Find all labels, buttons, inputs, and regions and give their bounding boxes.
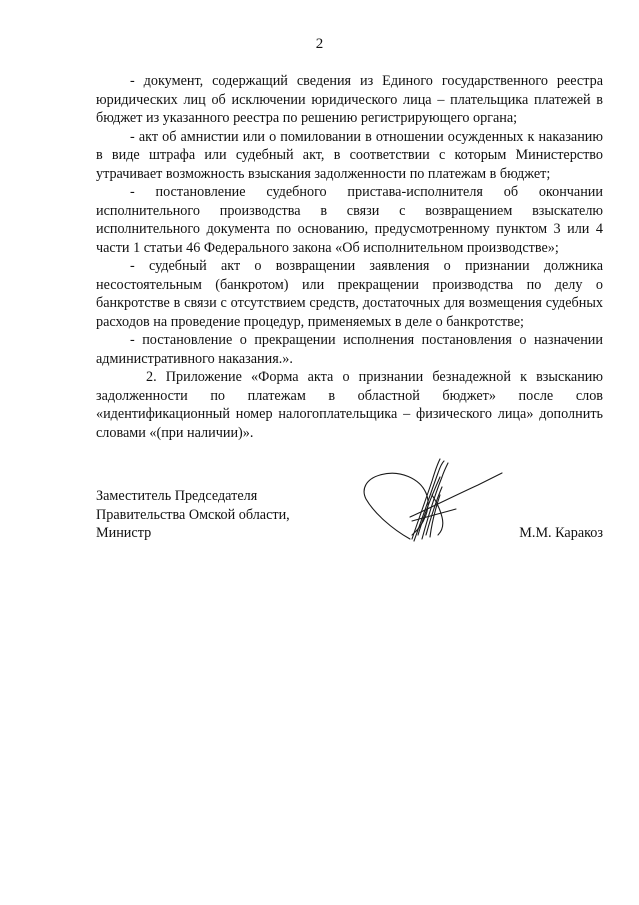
handwritten-signature: [352, 455, 512, 550]
signer-position-line: Заместитель Председателя: [96, 488, 258, 504]
paragraph-amnesty-act: - акт об амнистии или о помиловании в отношении осужденных к наказанию в виде штрафа или судебный акт, в соответствии с которым Министерство утрачивает возможность взыскания задолженности по платежам в бюджет;: [96, 128, 603, 182]
paragraph-bankruptcy-act: - судебный акт о возвращении заявления о признании должника несостоятельным (банкротом) или прекращении производства по делу о банкротстве в связи с отсутствием средств, достаточных для возмещения судебных расходов на проведение процедур, применяемых в деле о банкротстве;: [96, 258, 603, 330]
document-body: [96, 72, 603, 442]
signer-position-line: Правительства Омской области,: [96, 506, 290, 523]
paragraph-item-2: 2. Приложение «Форма акта о признании безнадежной к взысканию задолженности по платежам в областной бюджет» после слов «идентификационный номер налогоплательщика – физического лица» дополнить словами «(при наличии)».: [96, 369, 603, 441]
signer-position: [96, 487, 290, 543]
paragraph-egrul-document: - документ, содержащий сведения из Единого государственного реестра юридических лиц об исключении юридического лица – плательщика платежей в бюджет из указанного реестра по решению регистрирующего органа;: [96, 73, 603, 126]
page-number: 2: [315, 36, 324, 52]
signer-name: М.М. Каракоз: [519, 525, 603, 541]
signer-position-line: Министр: [96, 525, 152, 541]
paragraph-bailiff-resolution: - постановление судебного пристава-исполнителя об окончании исполнительного производства в связи с возвращением взыскателю исполнительного документа по основанию, предусмотренному пунктом 3 или 4 части 1 статьи 46 Федерального закона «Об исполнительном производстве»;: [96, 184, 603, 256]
paragraph-termination-resolution: - постановление о прекращении исполнения постановления о назначении административного наказания.».: [96, 332, 603, 367]
